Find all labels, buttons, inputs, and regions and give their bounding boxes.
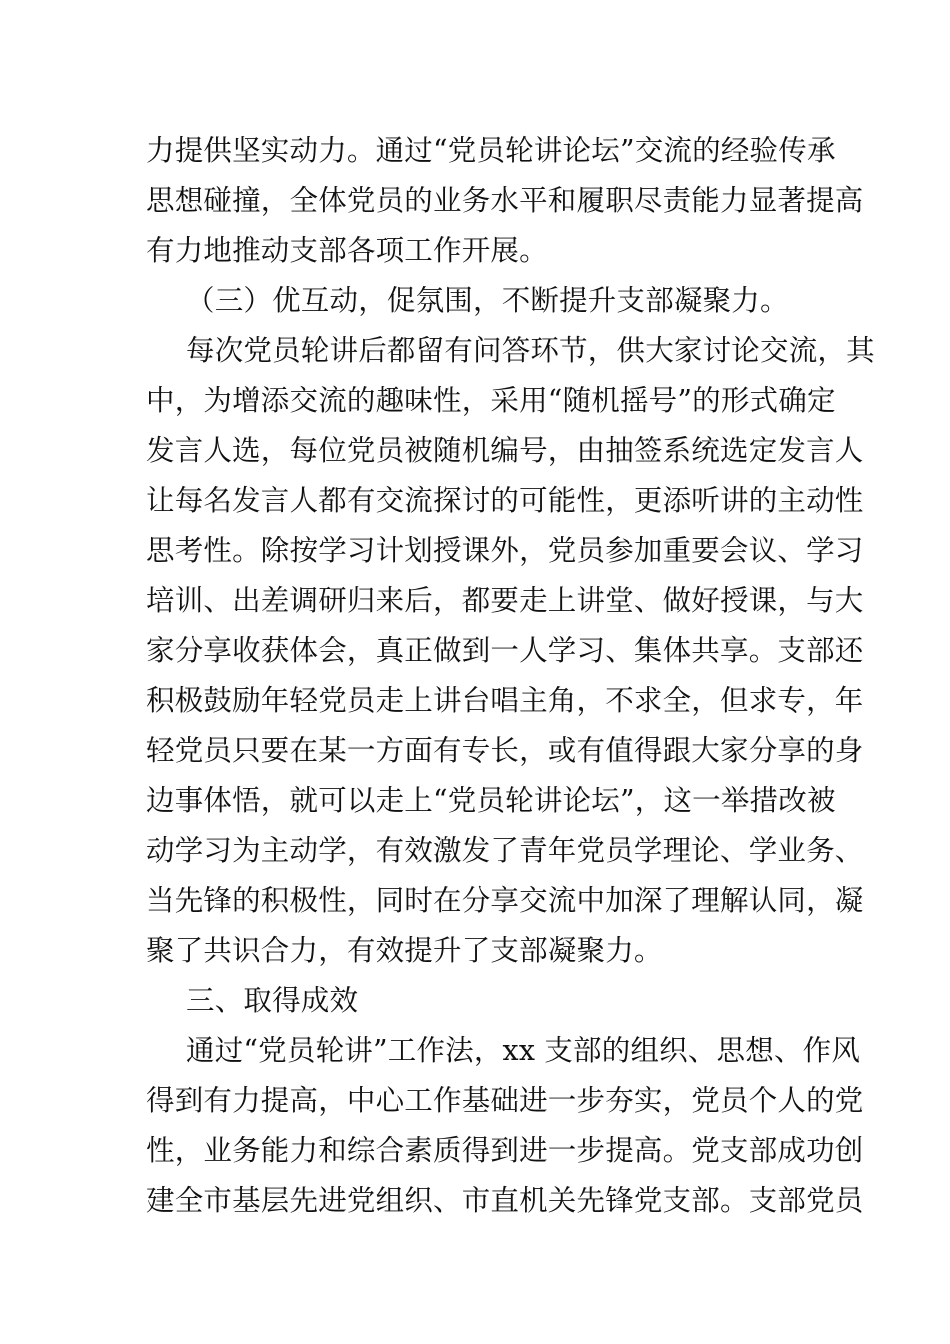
- text-line-5: 每次党员轮讲后都留有问答环节，供大家讨论交流，其: [186, 334, 875, 367]
- text-line-6: 中，为增添交流的趣味性，采用“随机摇号”的形式确定: [146, 384, 836, 417]
- document-body: [146, 126, 875, 1226]
- text-line-9: 思考性。除按学习计划授课外，党员参加重要会议、学习: [146, 534, 864, 567]
- text-line-22: 建全市基层先进党组织、市直机关先锋党支部。支部党员: [146, 1184, 864, 1217]
- text-line-8: 让每名发言人都有交流探讨的可能性，更添听讲的主动性: [146, 484, 864, 517]
- text-line-10: 培训、出差调研归来后，都要走上讲堂、做好授课，与大: [146, 584, 864, 617]
- text-line-14: 边事体悟，就可以走上“党员轮讲论坛”，这一举措改被: [146, 784, 836, 817]
- text-line-1: 力提供坚实动力。通过“党员轮讲论坛”交流的经验传承: [146, 134, 836, 167]
- section-heading-results: 三、取得成效: [186, 984, 359, 1017]
- text-line-15: 动学习为主动学，有效激发了青年党员学理论、学业务、: [146, 834, 864, 867]
- text-line-16: 当先锋的积极性，同时在分享交流中加深了理解认同，凝: [146, 884, 864, 917]
- text-line-20: 得到有力提高，中心工作基础进一步夯实，党员个人的党: [146, 1084, 864, 1117]
- text-line-19: 通过“党员轮讲”工作法，xx 支部的组织、思想、作风: [186, 1034, 861, 1067]
- text-line-11: 家分享收获体会，真正做到一人学习、集体共享。支部还: [146, 634, 864, 667]
- text-line-12: 积极鼓励年轻党员走上讲台唱主角，不求全，但求专，年: [146, 684, 864, 717]
- text-line-21: 性，业务能力和综合素质得到进一步提高。党支部成功创: [146, 1134, 864, 1167]
- text-line-17: 聚了共识合力，有效提升了支部凝聚力。: [146, 934, 663, 967]
- text-line-2: 思想碰撞，全体党员的业务水平和履职尽责能力显著提高: [146, 184, 864, 217]
- text-line-13: 轻党员只要在某一方面有专长，或有值得跟大家分享的身: [146, 734, 864, 767]
- text-line-7: 发言人选，每位党员被随机编号，由抽签系统选定发言人: [146, 434, 864, 467]
- text-line-3: 有力地推动支部各项工作开展。: [146, 234, 548, 267]
- section-heading-3: （三）优互动，促氛围，不断提升支部凝聚力。: [186, 284, 789, 317]
